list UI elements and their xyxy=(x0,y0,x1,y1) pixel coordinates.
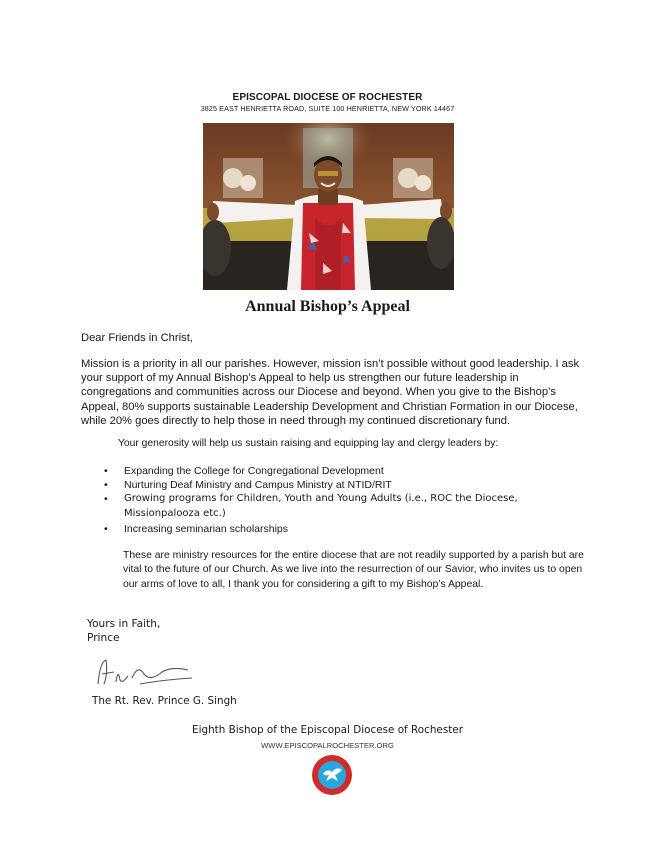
intro-paragraph: Mission is a priority in all our parishes. However, mission isn’t possible without good leadership. I ask your support of my Annual Bishop’s Appeal to help us strengthen our future leadership in congregations and communities across our Diocese and beyond. When you give to the Bishop’s Appeal, 80% supports sustainable Leadership Development and Christian Formation in our Diocese, while 20% goes directly to help those in need through my continued discretionary fund. xyxy=(81,358,580,427)
handwritten-signature xyxy=(92,654,202,694)
list-item-text: Growing programs for Children, Youth and Young Adults (i.e., ROC the Diocese, Missionpalooza etc.) xyxy=(124,493,518,519)
diocese-seal-logo xyxy=(311,754,353,796)
list-item-text: Expanding the College for Congregational Development xyxy=(124,465,384,477)
bullet-icon: • xyxy=(104,523,108,535)
website-link[interactable]: WWW.EPISCOPALROCHESTER.ORG xyxy=(261,741,394,750)
org-address: 3825 EAST HENRIETTA ROAD, SUITE 100 HENRIETTA, NEW YORK 14467 xyxy=(200,104,455,113)
list-item-text: Nurturing Deaf Ministry and Campus Ministry at NTID/RIT xyxy=(124,479,392,491)
bullet-icon: • xyxy=(104,479,108,491)
closing-first-name: Prince xyxy=(87,632,120,644)
bullet-icon: • xyxy=(104,493,108,505)
signature-name: The Rt. Rev. Prince G. Singh xyxy=(92,695,237,707)
closing-paragraph: These are ministry resources for the entire diocese that are not readily supported by a parish but are vital to the future of our Church. As we live into the resurrection of our Savior, who invites us to open our arms of love to all, I thank you for considering a gift to my Bishop’s Appeal. xyxy=(123,550,584,590)
bishop-title: Eighth Bishop of the Episcopal Diocese of Rochester xyxy=(192,724,463,736)
appeal-title: Annual Bishop’s Appeal xyxy=(245,298,410,315)
list-item-text: Increasing seminarian scholarships xyxy=(124,523,288,535)
bullet-icon: • xyxy=(104,465,108,477)
org-name: EPISCOPAL DIOCESE OF ROCHESTER xyxy=(232,92,423,103)
greeting: Dear Friends in Christ, xyxy=(81,332,193,344)
closing-salutation: Yours in Faith, xyxy=(87,618,161,630)
bishop-photo xyxy=(203,123,454,290)
generosity-paragraph: Your generosity will help us sustain raising and equipping lay and clergy leaders by: xyxy=(118,438,499,449)
